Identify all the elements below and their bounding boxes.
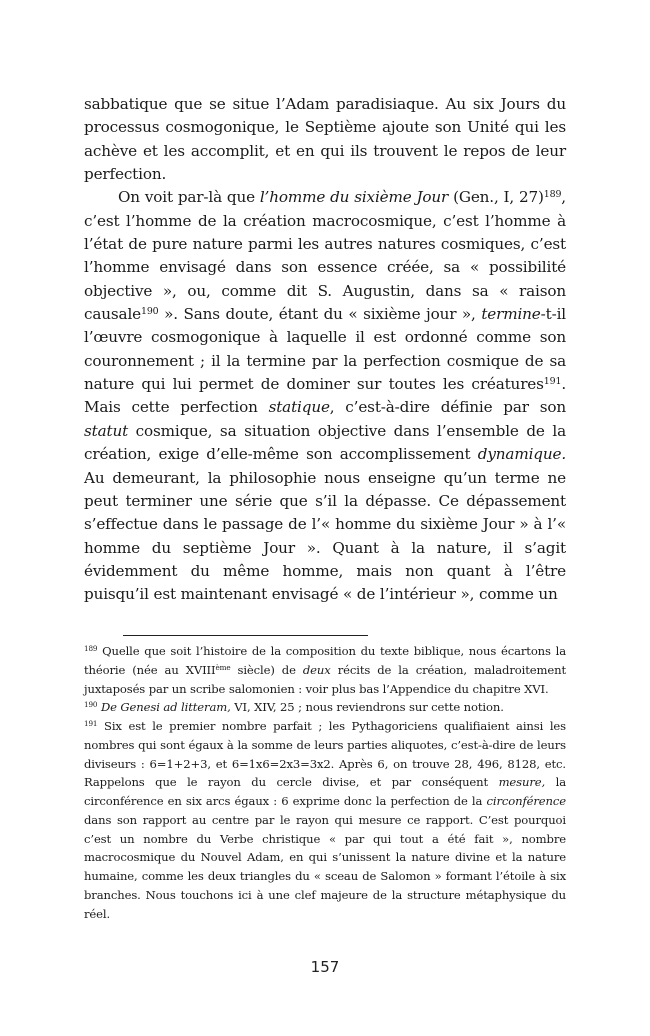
footnotes xyxy=(84,642,566,923)
italic-run: l’homme du sixième Jour xyxy=(259,188,449,207)
italic-run: deux xyxy=(302,662,331,677)
page-number: 157 xyxy=(310,958,340,976)
text-run: cosmique, sa situation objective dans l’ensemble de la création, exige d’elle-même son accomplissement xyxy=(84,421,566,464)
text-run: , c’est-à-dire définie par son xyxy=(329,398,566,417)
paragraph-2 xyxy=(84,186,566,606)
italic-run: De Genesi ad litteram, xyxy=(100,700,231,715)
text-run: Au demeurant, la philosophie nous enseigne qu’un terme ne peut terminer une série que s’il la dépasse. Ce dépassement s’effectue dans le passage de l’« homme du sixième Jour » à l’« homme du septième Jour ». Quant à la nature, il s’agit évidemment du même homme, mais non quant à l’être puisqu’il est maintenant envisagé « de l’intérieur », comme un xyxy=(84,468,566,604)
text-run: Quelle que soit l’histoire de la composition du texte biblique, nous écartons la théorie (née au XVIII xyxy=(84,644,566,677)
footnote-number: 189 xyxy=(84,644,98,654)
footnote-189 xyxy=(84,642,566,698)
footnote-ref-190[interactable]: 190 xyxy=(141,305,159,317)
paragraph-1-text: sabbatique que se situe l’Adam paradisiaque. Au six Jours du processus cosmogonique, le Septième ajoute son Unité qui les achève et les accomplit, et en qui ils trouvent le repos de leur perfection. xyxy=(84,95,566,184)
text-run: siècle) de xyxy=(230,662,303,677)
main-text xyxy=(84,93,566,607)
italic-run: dynamique. xyxy=(477,445,566,464)
italic-run: statique xyxy=(268,398,330,417)
text-run: dans son rapport au centre par le rayon qui mesure ce rapport. C’est pourquoi c’est un nombre du Verbe christique « par qui tout a été fait », nombre macrocosmique du Nouvel Adam, en qui s’unissent la nature divine et la nature humaine, comme les deux triangles du « sceau de Salomon » formant l’étoile à six branches. Nous touchons ici à une clef majeure de la structure métaphysique du réel. xyxy=(84,812,566,921)
text-run: la circonférence en six arcs égaux : 6 exprime donc la perfection de la xyxy=(84,775,566,808)
text-run: , c’est l’homme de la création macrocosmique, c’est l’homme à l’état de pure nature parmi les autres natures cosmiques, c’est l’homme envisagé dans son essence créée, sa « possibilité objective », ou, comme dit S. Augustin, dans sa « raison causale xyxy=(84,188,566,324)
text-run: On voit par-là que xyxy=(118,188,260,207)
text-run: . Mais cette perfection xyxy=(84,375,566,417)
italic-run: termine xyxy=(481,305,541,324)
text-run: (Gen., I, 27) xyxy=(448,188,544,207)
footnote-separator xyxy=(123,635,368,636)
text-run: VI, XIV, 25 ; nous reviendrons sur cette notion. xyxy=(230,700,504,715)
text-run: récits de la création, maladroitement juxtaposés par un scribe salomonien : voir plus bas l’Appendice du chapitre XVI. xyxy=(84,662,566,696)
text-run: Six est le premier nombre parfait ; les Pythagoriciens qualifiaient ainsi les nombres qui sont égaux à la somme de leurs parties aliquotes, c’est-à-dire de leurs diviseurs : 6=1+2+3, et 6=1x6=2x3=3x2. Après 6, on trouve 28, 496, 8128, etc. Rappelons que le rayon du cercle divise, et par conséquent xyxy=(84,719,566,790)
text-run: ». Sans doute, étant du « sixième jour », xyxy=(158,305,482,324)
footnote-number: 190 xyxy=(84,700,98,710)
paragraph-1 xyxy=(84,93,566,186)
italic-run: circonférence xyxy=(486,794,566,808)
footnote-number: 191 xyxy=(84,719,98,729)
text-run: -t-il l’œuvre cosmogonique à laquelle il est ordonné comme son couronnement ; il la termine par la perfection cosmique de sa nature qui lui permet de dominer sur toutes les créatures xyxy=(84,305,566,394)
footnote-ref-191[interactable]: 191 xyxy=(543,375,562,387)
footnote-190 xyxy=(84,698,566,717)
italic-run: statut xyxy=(84,421,129,440)
italic-run: mesure, xyxy=(498,775,546,790)
footnote-191 xyxy=(84,717,566,923)
footnote-ref-189[interactable]: 189 xyxy=(543,189,562,201)
superscript: ème xyxy=(215,662,231,672)
